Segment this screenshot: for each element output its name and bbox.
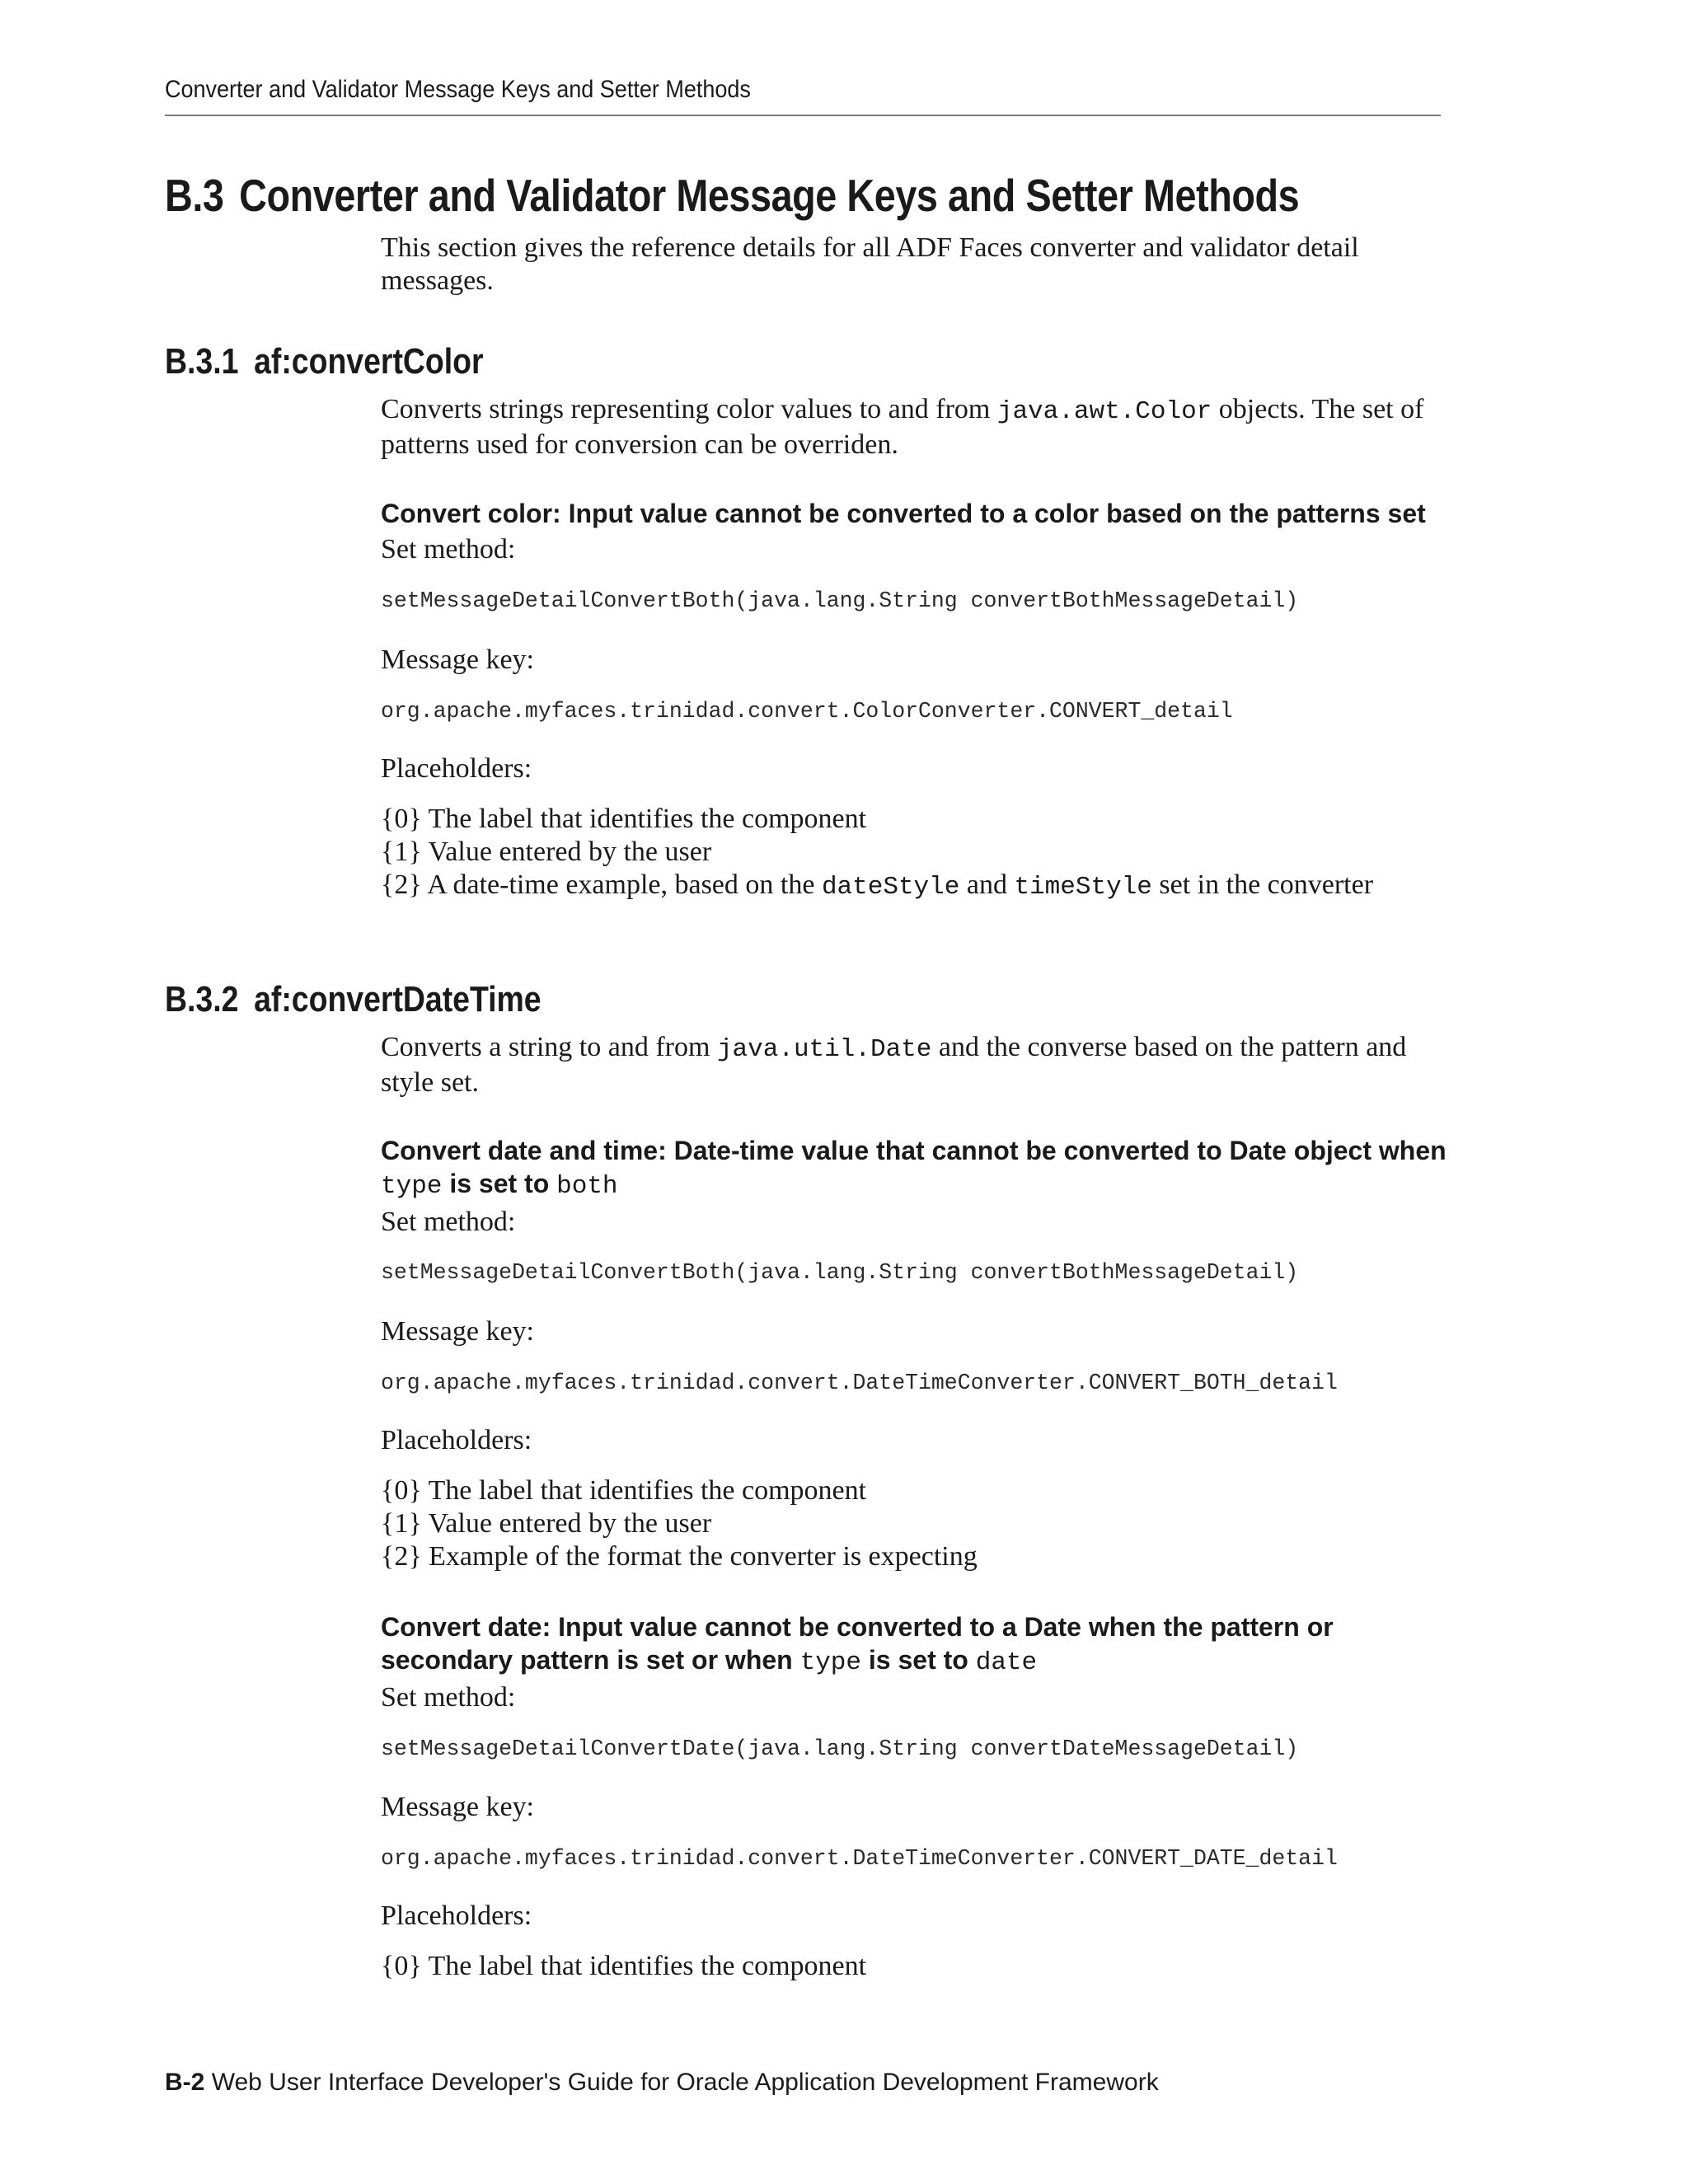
message-key-code: org.apache.myfaces.trinidad.convert.DateTimeConverter.CONVERT_BOTH_detail [381, 1371, 1338, 1395]
placeholder-item: {0} The label that identifies the component [381, 1475, 867, 1506]
inline-code: timeStyle [1014, 873, 1152, 902]
header-rule [165, 115, 1441, 116]
subsection-number: B.3.2 [165, 979, 239, 1019]
placeholder-item: {2} A date-time example, based on the dateStyle and timeStyle set in the converter [381, 869, 1374, 902]
placeholders-label: Placeholders: [381, 753, 532, 784]
page-number: B-2 [165, 2069, 205, 2096]
message-key-label: Message key: [381, 1792, 535, 1822]
set-method-label: Set method: [381, 534, 516, 565]
inline-code: both [556, 1172, 618, 1201]
inline-code: type [381, 1172, 443, 1201]
placeholders-label: Placeholders: [381, 1425, 532, 1455]
message-heading: Convert date: Input value cannot be converted to a Date when the pattern or secondary pattern is set or when type is set to date [381, 1612, 1334, 1677]
placeholder-item: {1} Value entered by the user [381, 1508, 712, 1539]
convert-color-description: Converts strings representing color values to and from java.awt.Color objects. The set of patterns used for conversion can be overriden. [381, 394, 1424, 460]
message-heading: Convert date and time: Date-time value that cannot be converted to Date object when type is set to both [381, 1136, 1447, 1201]
section-title: Converter and Validator Message Keys and Setter Methods [239, 170, 1300, 221]
book-title: Web User Interface Developer's Guide for Oracle Application Development Framework [211, 2069, 1159, 2096]
page-footer [165, 2069, 1159, 2097]
placeholders-list [381, 1950, 1444, 1983]
placeholder-item: {0} The label that identifies the component [381, 804, 867, 834]
message-key-label: Message key: [381, 644, 535, 675]
subsection-heading-convert-date-time [165, 979, 542, 1020]
message-key-code: org.apache.myfaces.trinidad.convert.DateTimeConverter.CONVERT_DATE_detail [381, 1846, 1338, 1871]
section-number: B.3 [165, 170, 224, 221]
message-heading: Convert color: Input value cannot be converted to a color based on the patterns set [381, 499, 1426, 528]
subsection-heading-convert-color [165, 341, 484, 382]
set-method-code: setMessageDetailConvertBoth(java.lang.String convertBothMessageDetail) [381, 1260, 1299, 1285]
message-key-label: Message key: [381, 1316, 535, 1347]
placeholders-list [381, 1474, 1444, 1573]
placeholders-list [381, 803, 1444, 904]
set-method-code: setMessageDetailConvertBoth(java.lang.String convertBothMessageDetail) [381, 588, 1299, 613]
subsection-title: af:convertColor [254, 341, 484, 382]
section-intro: This section gives the reference details for all ADF Faces converter and validator detail messages. [381, 232, 1359, 296]
subsection-title: af:convertDateTime [254, 979, 542, 1019]
section-heading [165, 169, 1299, 222]
placeholders-label: Placeholders: [381, 1900, 532, 1931]
set-method-code: setMessageDetailConvertDate(java.lang.String convertDateMessageDetail) [381, 1736, 1299, 1761]
running-header: Converter and Validator Message Keys and Setter Methods [165, 76, 751, 103]
set-method-label: Set method: [381, 1682, 516, 1713]
set-method-label: Set method: [381, 1207, 516, 1237]
convert-date-time-description: Converts a string to and from java.util.Date and the converse based on the pattern and style set. [381, 1032, 1407, 1098]
subsection-number: B.3.1 [165, 341, 239, 382]
inline-code: date [975, 1648, 1038, 1677]
placeholder-item: {0} The label that identifies the component [381, 1951, 867, 1981]
inline-code: dateStyle [821, 873, 960, 902]
inline-code: type [799, 1648, 862, 1677]
inline-code: java.awt.Color [996, 397, 1212, 426]
inline-code: java.util.Date [716, 1035, 932, 1064]
message-key-code: org.apache.myfaces.trinidad.convert.ColorConverter.CONVERT_detail [381, 699, 1233, 724]
placeholder-item: {1} Value entered by the user [381, 837, 712, 867]
placeholder-item: {2} Example of the format the converter is expecting [381, 1541, 978, 1572]
